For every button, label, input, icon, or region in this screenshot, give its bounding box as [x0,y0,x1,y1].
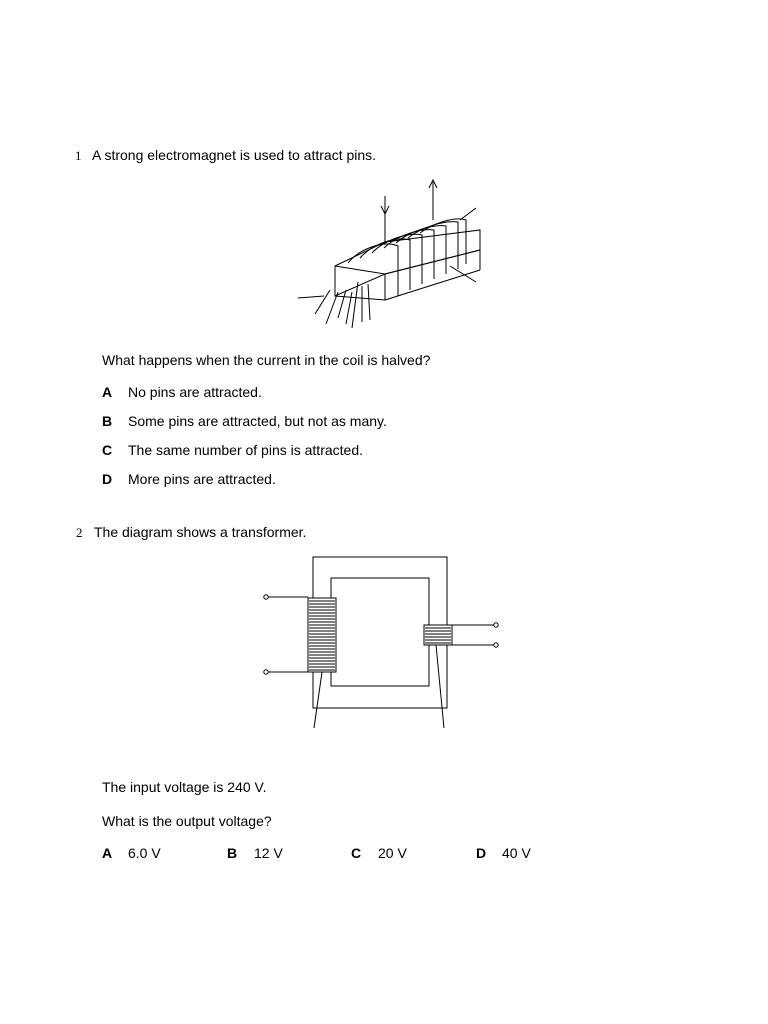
q1-option-d-text: More pins are attracted. [128,471,276,487]
q2-option-b-letter: B [227,845,238,861]
question-1-intro: A strong electromagnet is used to attract pins. [92,147,377,163]
q2-option-b-text: 12 V [254,845,283,861]
q2-option-a-text: 6.0 V [128,845,161,861]
q1-option-a-letter: A [102,384,113,400]
question-1-number: 1 [75,148,82,163]
electromagnet-diagram [290,178,490,338]
question-2-prompt: What is the output voltage? [102,813,272,829]
question-2-number: 2 [76,525,83,540]
input-voltage-statement: The input voltage is 240 V. [102,779,267,795]
q1-option-c-text: The same number of pins is attracted. [128,442,363,458]
q2-option-d-text: 40 V [502,845,531,861]
question-2-intro: The diagram shows a transformer. [94,524,307,540]
question-1-prompt: What happens when the current in the coil is halved? [102,352,431,368]
q2-option-c-letter: C [351,845,362,861]
q1-option-d-letter: D [102,471,113,487]
q2-option-d-letter: D [476,845,487,861]
transformer-diagram [260,556,510,736]
q1-option-b-text: Some pins are attracted, but not as many. [128,413,387,429]
q1-option-c-letter: C [102,442,113,458]
q1-option-a-text: No pins are attracted. [128,384,262,400]
q2-option-a-letter: A [102,845,113,861]
q2-option-c-text: 20 V [378,845,407,861]
q1-option-b-letter: B [102,413,113,429]
